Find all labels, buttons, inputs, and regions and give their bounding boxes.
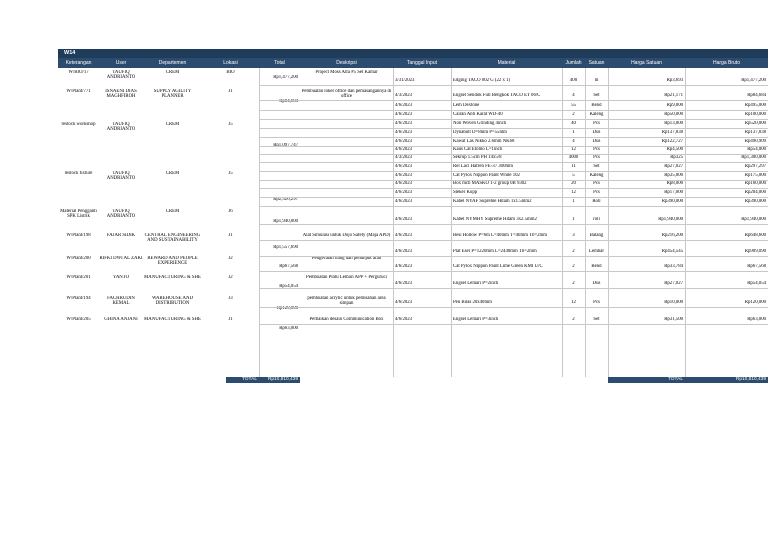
material-cell[interactable]: Cat Pylox Nippon Paint Lime Green KMI U/C: [453, 264, 543, 269]
user-cell[interactable]: YANTO: [112, 275, 130, 280]
harga-satuan-cell[interactable]: Rp27,027: [664, 164, 683, 169]
tanggal-cell[interactable]: 4/6/2023: [395, 300, 413, 305]
keterangan-cell[interactable]: W/Plant/200: [66, 255, 91, 261]
tanggal-cell[interactable]: 4/6/2023: [395, 281, 413, 286]
total-cell[interactable]: Rp1,097,747: [273, 143, 298, 148]
departemen-cell[interactable]: SUPPLY AGILITY PLANNER: [153, 88, 192, 99]
keterangan-cell[interactable]: W/Plant/205: [66, 317, 91, 322]
departemen-cell[interactable]: REWARD AND PEOPLE EXPERIENCE: [147, 255, 198, 266]
tanggal-cell[interactable]: 4/6/2023: [395, 264, 413, 269]
header-satuan[interactable]: Satuan: [588, 60, 605, 66]
harga-satuan-cell[interactable]: Rp9,000: [666, 103, 683, 108]
row-divider: [259, 206, 768, 207]
material-cell[interactable]: Lem Dextone: [453, 103, 480, 108]
total-cell[interactable]: Rp67,568: [279, 264, 298, 269]
item-row: [58, 231, 768, 240]
keterangan-cell[interactable]: W/BIO/17: [68, 69, 89, 75]
satuan-cell[interactable]: Lembar: [589, 249, 604, 254]
harga-bruto-cell[interactable]: Rp137,838: [744, 130, 766, 135]
jumlah-cell[interactable]: 20: [571, 181, 576, 186]
harga-bruto-cell[interactable]: Rp390,000: [744, 199, 766, 204]
total-cell[interactable]: Rp54,054: [279, 284, 298, 289]
departemen-cell[interactable]: MANUFACTURING & SHE: [144, 317, 201, 322]
total-right-label: TOTAL: [667, 377, 683, 382]
jumlah-cell[interactable]: 12: [571, 147, 576, 152]
harga-satuan-cell[interactable]: Rp4,500: [666, 147, 683, 152]
material-cell[interactable]: Cairan Anti Karat WD-40: [453, 112, 503, 117]
tanggal-cell[interactable]: 4/6/2023: [395, 130, 413, 135]
jumlah-cell[interactable]: 3: [572, 233, 575, 238]
lokasi-cell[interactable]: J2: [228, 255, 233, 261]
harga-satuan-cell[interactable]: Rp10,000: [664, 300, 683, 305]
keterangan-cell[interactable]: restock workshop: [61, 122, 96, 127]
total-cell[interactable]: Rp1,477,200: [273, 75, 298, 80]
jumlah-cell[interactable]: 4: [572, 93, 575, 98]
total-cell[interactable]: Rp1,940,000: [273, 219, 298, 224]
jumlah-cell[interactable]: 2: [572, 317, 575, 322]
departemen-cell[interactable]: MANUFACTURING & SHE: [144, 275, 201, 280]
harga-bruto-cell[interactable]: Rp175,000: [744, 173, 766, 178]
user-cell[interactable]: TAUFIQ ANDRIANTO: [106, 69, 136, 80]
deskripsi-cell[interactable]: Pengecatan tiang dan penunjuk arah: [311, 255, 382, 261]
tanggal-cell[interactable]: 4/6/2023: [395, 112, 413, 117]
item-row: [58, 110, 768, 119]
deskripsi-cell[interactable]: pembuatan acrylic untuk pemisahan area simpan: [307, 296, 386, 307]
tanggal-cell[interactable]: 4/6/2023: [395, 173, 413, 178]
total-right-bar: [685, 377, 768, 383]
total-left-label-bar: [226, 377, 259, 383]
material-cell[interactable]: Rel Laci Hafren FE-37 300mm: [453, 164, 513, 169]
harga-bruto-cell[interactable]: Rp1,940,000: [741, 217, 766, 222]
user-cell[interactable]: TAUFIQ ANDRIANTO: [106, 209, 136, 220]
header-material[interactable]: Material: [497, 60, 516, 66]
total-cell[interactable]: Rp1,557,690: [273, 245, 298, 250]
keterangan-cell[interactable]: W/Plant/194: [66, 296, 91, 301]
jumlah-cell[interactable]: 2: [572, 249, 575, 254]
harga-satuan-cell[interactable]: Rp390,000: [661, 199, 683, 204]
item-row: [58, 162, 768, 171]
tanggal-cell[interactable]: 4/6/2023: [395, 199, 413, 204]
material-cell[interactable]: Engsel Sendok Full Bengkok TACO ET 06/C: [453, 93, 541, 98]
harga-satuan-cell[interactable]: Rp31,500: [664, 317, 683, 322]
tanggal-cell[interactable]: 4/6/2023: [395, 103, 413, 108]
jumlah-cell[interactable]: 40: [571, 121, 576, 126]
satuan-cell[interactable]: Batang: [589, 233, 604, 238]
material-cell[interactable]: Dynabolt D=8mm P=55mm: [453, 130, 507, 135]
item-row: [58, 262, 768, 271]
satuan-cell[interactable]: Pcs: [593, 155, 600, 160]
jumlah-cell[interactable]: 4: [572, 139, 575, 144]
lokasi-cell[interactable]: BIO: [226, 69, 235, 75]
satuan-cell[interactable]: Dus: [592, 139, 601, 144]
total-cell[interactable]: Rp84,684: [279, 99, 298, 104]
total-left-value: Rp10,810,439: [267, 377, 298, 382]
material-cell[interactable]: Box mcb MASKO 1-2 group 0B 9302: [453, 181, 527, 186]
satuan-cell[interactable]: Kaleng: [589, 173, 604, 178]
departemen-cell[interactable]: CENTRAL ENGINEERING AND SUSTAINABILITY: [144, 233, 201, 244]
total-cell[interactable]: Rp2,526,297: [273, 197, 298, 202]
keterangan-cell[interactable]: W/Plant/201: [66, 275, 91, 280]
total-cell[interactable]: Rp120,000: [276, 306, 298, 311]
total-right-label-bar: [608, 377, 685, 383]
jumlah-cell[interactable]: 12: [571, 190, 576, 195]
harga-bruto-cell[interactable]: Rp490,909: [744, 139, 766, 144]
deskripsi-cell[interactable]: Alat Simulasi untuk Dojo Safety (Maja APD): [302, 233, 391, 238]
header-harga-satuan[interactable]: Harga Satuan: [631, 60, 662, 66]
departemen-cell[interactable]: WAREHOUSE AND DISTRIBUTION: [152, 296, 193, 307]
satuan-cell[interactable]: Bend: [591, 264, 602, 269]
jumlah-cell[interactable]: 1: [572, 130, 575, 135]
deskripsi-cell[interactable]: Project Moss Alfa #5 Set Kamar: [315, 69, 378, 75]
satuan-cell[interactable]: m: [594, 78, 599, 83]
material-cell[interactable]: Kabel NYMHY Supreme Hitam 3x2.5mm2: [453, 217, 537, 222]
user-cell[interactable]: FAJAR SIDIK: [106, 233, 136, 238]
tanggal-cell[interactable]: 4/3/2023: [395, 155, 413, 160]
keterangan-cell[interactable]: W/Plant/198: [66, 233, 91, 238]
harga-satuan-cell[interactable]: Rp216,200: [661, 233, 683, 238]
satuan-cell[interactable]: Pcs: [593, 147, 600, 152]
user-cell[interactable]: TAUFIQ ANDRIANTO: [106, 171, 136, 182]
material-cell[interactable]: Kawat Las Nikko 2.6mm NK68: [453, 139, 515, 144]
harga-satuan-cell[interactable]: Rp122,727: [661, 139, 683, 144]
harga-bruto-cell[interactable]: Rp84,684: [747, 93, 766, 98]
header-harga-bruto[interactable]: Harga Bruto: [713, 60, 740, 66]
harga-satuan-cell[interactable]: Rp13,000: [664, 121, 683, 126]
satuan-cell[interactable]: Set: [593, 164, 600, 169]
satuan-cell[interactable]: Pcs: [593, 181, 600, 186]
keterangan-cell[interactable]: restock fixture: [64, 171, 93, 176]
lokasi-cell[interactable]: J3: [228, 296, 233, 301]
material-cell[interactable]: Pen Bilas 20x40mm: [453, 300, 492, 305]
harga-satuan-cell[interactable]: Rp17,000: [664, 190, 683, 195]
material-cell[interactable]: Engsel Lemari P=2inch: [453, 281, 499, 286]
item-row: [58, 76, 768, 85]
harga-bruto-cell[interactable]: Rp495,000: [744, 103, 766, 108]
harga-bruto-cell[interactable]: Rp67,568: [747, 264, 766, 269]
jumlah-cell[interactable]: 4000: [568, 155, 579, 160]
header-jumlah[interactable]: Jumlah: [565, 60, 582, 66]
user-cell[interactable]: TAUFIQ ANDRIANTO: [106, 122, 136, 133]
tanggal-cell[interactable]: 4/6/2023: [395, 139, 413, 144]
harga-bruto-cell[interactable]: Rp1,477,200: [741, 78, 766, 83]
sheet-title-bar: [58, 49, 768, 58]
tanggal-cell[interactable]: 4/6/2023: [395, 121, 413, 126]
tanggal-cell[interactable]: 4/6/2023: [395, 147, 413, 152]
harga-bruto-cell[interactable]: Rp54,054: [747, 281, 766, 286]
sheet-title: W14: [64, 50, 76, 56]
header-departemen[interactable]: Departemen: [158, 60, 187, 66]
material-cell[interactable]: Kaus Cat Etomo L=1inch: [453, 147, 503, 152]
harga-satuan-cell[interactable]: Rp27,027: [664, 281, 683, 286]
lokasi-cell[interactable]: J1: [228, 88, 233, 94]
harga-bruto-cell[interactable]: Rp63,000: [747, 317, 766, 322]
material-cell[interactable]: Plat Eser P=1220mm L=2440mm Tb=2mm: [453, 249, 537, 254]
satuan-cell[interactable]: Bend: [591, 103, 602, 108]
harga-bruto-cell[interactable]: Rp204,000: [744, 190, 766, 195]
jumlah-cell[interactable]: 2: [572, 281, 575, 286]
item-row: [58, 215, 768, 224]
total-cell[interactable]: Rp63,000: [279, 326, 298, 331]
harga-bruto-cell[interactable]: Rp100,000: [744, 112, 766, 117]
keterangan-cell[interactable]: Material Pengganti SPK Listrik: [60, 209, 97, 220]
satuan-cell[interactable]: Pcs: [593, 190, 600, 195]
row-divider: [259, 324, 768, 325]
material-cell[interactable]: Steker Kopp: [453, 190, 478, 195]
total-right-value: Rp10,810,439: [735, 377, 766, 382]
material-cell[interactable]: Engsel Lemari P=3inch: [453, 317, 499, 322]
satuan-cell[interactable]: roll: [593, 217, 600, 222]
lokasi-cell[interactable]: J6: [228, 209, 233, 214]
harga-satuan-cell[interactable]: Rp1,940,000: [658, 217, 683, 222]
satuan-cell[interactable]: Dus: [592, 130, 601, 135]
harga-bruto-cell[interactable]: Rp120,000: [744, 300, 766, 305]
tanggal-cell[interactable]: 4/6/2023: [395, 217, 413, 222]
item-row: [58, 247, 768, 256]
tanggal-cell[interactable]: 4/3/2023: [395, 93, 413, 98]
item-row: [58, 188, 768, 197]
departemen-cell[interactable]: CREM: [165, 122, 180, 127]
satuan-cell[interactable]: Roll: [592, 199, 601, 204]
harga-satuan-cell[interactable]: Rp137,838: [661, 130, 683, 135]
harga-bruto-cell[interactable]: Rp54,000: [747, 147, 766, 152]
item-row: [58, 128, 768, 137]
departemen-cell[interactable]: CREM: [165, 69, 180, 75]
header-user[interactable]: User: [115, 60, 127, 66]
jumlah-cell[interactable]: 1: [572, 199, 575, 204]
harga-bruto-cell[interactable]: Rp520,000: [744, 121, 766, 126]
material-cell[interactable]: Besi Hollow P=6m L=40mm T=40mm Tb=2mm: [453, 233, 547, 238]
header-tanggal-input[interactable]: Tanggal Input: [406, 60, 438, 66]
jumlah-cell[interactable]: 2: [572, 264, 575, 269]
row-divider: [259, 307, 768, 308]
lokasi-cell[interactable]: J2: [228, 275, 233, 280]
harga-bruto-cell[interactable]: Rp1,300,000: [741, 155, 766, 160]
user-cell[interactable]: RIFKI DWI AL ZAKI: [99, 255, 143, 261]
tanggal-cell[interactable]: 4/6/2023: [395, 317, 413, 322]
deskripsi-cell[interactable]: Perbaikan desain Communication Box: [309, 317, 384, 322]
header-row: [58, 58, 768, 68]
harga-satuan-cell[interactable]: Rp33,784: [664, 264, 683, 269]
jumlah-cell[interactable]: 55: [571, 103, 576, 108]
material-cell[interactable]: Kabel NYAF Supreme Hitam 1x1.5mm2: [453, 199, 532, 204]
lokasi-cell[interactable]: J5: [228, 122, 233, 127]
satuan-cell[interactable]: Pcs: [593, 300, 600, 305]
keterangan-cell[interactable]: W/Plant/771: [66, 88, 91, 94]
harga-satuan-cell[interactable]: Rp8,000: [666, 181, 683, 186]
item-row: [58, 153, 768, 162]
departemen-cell[interactable]: CREM: [165, 171, 180, 176]
harga-satuan-cell[interactable]: Rp454,545: [661, 249, 683, 254]
jumlah-cell[interactable]: 11: [571, 164, 576, 169]
tanggal-cell[interactable]: 4/6/2023: [395, 181, 413, 186]
harga-satuan-cell[interactable]: Rp3,693: [666, 78, 683, 83]
jumlah-cell[interactable]: 5: [572, 173, 575, 178]
harga-satuan-cell[interactable]: Rp21,171: [664, 93, 683, 98]
user-cell[interactable]: ISNAENI DIAS MAGHFIROH: [105, 88, 137, 99]
satuan-cell[interactable]: Kaleng: [589, 112, 604, 117]
tanggal-cell[interactable]: 4/6/2023: [395, 190, 413, 195]
deskripsi-cell[interactable]: Pembuatan Pintu Lemari APP + Perguruci: [306, 275, 387, 280]
satuan-cell[interactable]: Set: [593, 93, 600, 98]
tanggal-cell[interactable]: 4/6/2023: [395, 249, 413, 254]
harga-satuan-cell[interactable]: Rp325: [670, 155, 683, 160]
total-left-label: TOTAL: [241, 377, 257, 382]
material-cell[interactable]: Sekrup 1.5cm PH 14x5/8: [453, 155, 502, 160]
item-row: [58, 88, 768, 100]
material-cell[interactable]: Non Woven Grinding 4inch: [453, 121, 507, 126]
jumlah-cell[interactable]: 400: [569, 78, 578, 83]
header-lokasi[interactable]: Lokasi: [223, 60, 238, 66]
row-divider: [259, 85, 768, 86]
item-row: [58, 119, 768, 128]
total-left-bar: [259, 377, 300, 383]
material-cell[interactable]: Cat Pylox Nippon Paint White 102: [453, 173, 520, 178]
jumlah-cell[interactable]: 2: [572, 112, 575, 117]
tanggal-cell[interactable]: 4/6/2023: [395, 164, 413, 169]
harga-satuan-cell[interactable]: Rp35,000: [664, 173, 683, 178]
row-divider: [259, 240, 768, 241]
satuan-cell[interactable]: Dus: [592, 281, 601, 286]
row-divider: [259, 256, 768, 257]
user-cell[interactable]: GHINA ANJANI: [104, 317, 138, 322]
harga-bruto-cell[interactable]: Rp648,600: [744, 233, 766, 238]
departemen-cell[interactable]: CREM: [165, 209, 180, 214]
item-row: [58, 298, 768, 307]
harga-bruto-cell[interactable]: Rp160,000: [744, 181, 766, 186]
lokasi-cell[interactable]: J1: [228, 317, 233, 322]
item-row: [58, 197, 768, 206]
material-cell[interactable]: Edging TACO 002 G (22 x 1): [453, 78, 511, 83]
lokasi-cell[interactable]: J1: [228, 233, 233, 238]
item-row: [58, 279, 768, 288]
jumlah-cell[interactable]: 1: [572, 217, 575, 222]
jumlah-cell[interactable]: 12: [571, 300, 576, 305]
tanggal-cell[interactable]: 3/31/2023: [395, 78, 415, 83]
user-cell[interactable]: FACHRUDIN KEMAL: [107, 296, 135, 307]
satuan-cell[interactable]: Set: [593, 317, 600, 322]
harga-bruto-cell[interactable]: Rp297,297: [744, 164, 766, 169]
row-divider: [259, 288, 768, 289]
satuan-cell[interactable]: Pcs: [593, 121, 600, 126]
harga-satuan-cell[interactable]: Rp50,000: [664, 112, 683, 117]
deskripsi-cell[interactable]: Pembuatan loker office dan pemasangannya di office: [301, 88, 392, 99]
lokasi-cell[interactable]: J5: [228, 171, 233, 176]
header-deskripsi[interactable]: Deskripsi: [336, 60, 357, 66]
header-total[interactable]: Total: [274, 60, 285, 66]
harga-bruto-cell[interactable]: Rp909,090: [744, 249, 766, 254]
item-row: [58, 315, 768, 324]
row-divider: [259, 224, 768, 225]
item-row: [58, 101, 768, 110]
tanggal-cell[interactable]: 4/6/2023: [395, 233, 413, 238]
row-divider: [259, 271, 768, 272]
item-row: [58, 179, 768, 188]
header-keterangan[interactable]: Keterangan: [65, 60, 92, 66]
